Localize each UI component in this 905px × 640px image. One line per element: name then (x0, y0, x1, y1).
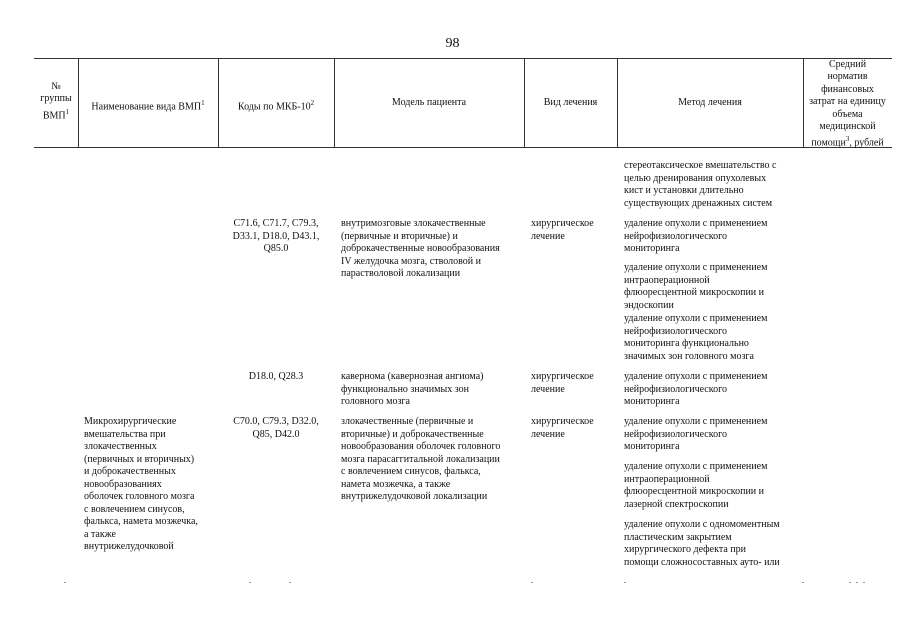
bottom-dotted-separator (34, 582, 892, 584)
row3-vmp-name: Микрохирургические вмешательства при злокачественных (первичных и вторичных) и доброкачественных новообразованиях оболочек головного мозга с вовлечением синусов, фалькса, намета мозжечка, а также внутрижелудочковой (84, 416, 198, 552)
row1-method-2: удаление опухоли с применением интраоперационной флюоресцентной микроскопии и эндоскопии (624, 262, 768, 311)
row1-patient-model: внутримозговые злокачественные (первичные и вторичные) и доброкачественные новообразования IV желудочка мозга, стволовой и парастволовой локализации (341, 218, 500, 279)
header-group-number: № группы ВМП$^1$ (40, 81, 72, 122)
row2-method-1: удаление опухоли с применением нейрофизиологического мониторинга (624, 371, 768, 407)
row1-mkb-codes: C71.6, C71.7, C79.3, D33.1, D18.0, D43.1, Q85.0 (232, 218, 320, 254)
header-mkb-codes: Коды по МКБ-$10^2$ (237, 99, 315, 113)
row3-patient-model: злокачественные (первичные и вторичные) и доброкачественные новообразования оболочек головного мозга парасаггитальной локализации с вовлечением синусов, фалькса, намета мозжечка, а также внутрижелудочковой локализации (341, 416, 501, 502)
header-treatment-method: Метод лечения (678, 97, 742, 108)
row1-treatment-type: хирургическое лечение (531, 218, 594, 242)
header-cost-standard: Средний норматив финансовых затрат на единицу объема медицинской помощи$^3$, рублей (809, 59, 886, 149)
row3-treatment-type: хирургическое лечение (531, 416, 594, 440)
header-bottom-border (34, 147, 892, 148)
row3-method-2: удаление опухоли с применением интраоперационной флюоресцентной микроскопии и лазерной спектроскопии (624, 461, 768, 510)
method-stereotactic: стереотаксическое вмешательство с целью дренирования опухолевых кист и установки длительно существующих дренажных систем (624, 160, 777, 209)
row3-method-3: удаление опухоли с одномоментным пластическим закрытием хирургического дефекта при помощи сложносоставных ауто- или (624, 519, 780, 568)
row1-method-3: удаление опухоли с применением нейрофизиологического мониторинга функционально значимых зон головного мозга (624, 313, 768, 362)
row2-treatment-type: хирургическое лечение (531, 371, 594, 395)
header-treatment-type: Вид лечения (543, 97, 598, 108)
row3-method-1: удаление опухоли с применением нейрофизиологического мониторинга (624, 416, 768, 452)
row3-mkb-codes: C70.0, C79.3, D32.0, Q85, D42.0 (233, 416, 319, 440)
row1-method-1: удаление опухоли с применением нейрофизиологического мониторинга (624, 218, 768, 254)
header-top-border (34, 58, 892, 59)
header-vmp-name: Наименование вида ВМП$^1$ (91, 99, 205, 113)
page-number: 98 (445, 36, 460, 51)
row2-patient-model: кавернома (кавернозная ангиома) функционально значимых зон головного мозга (341, 371, 484, 407)
row2-mkb-codes: D18.0, Q28.3 (248, 371, 304, 382)
header-patient-model: Модель пациента (391, 97, 467, 108)
